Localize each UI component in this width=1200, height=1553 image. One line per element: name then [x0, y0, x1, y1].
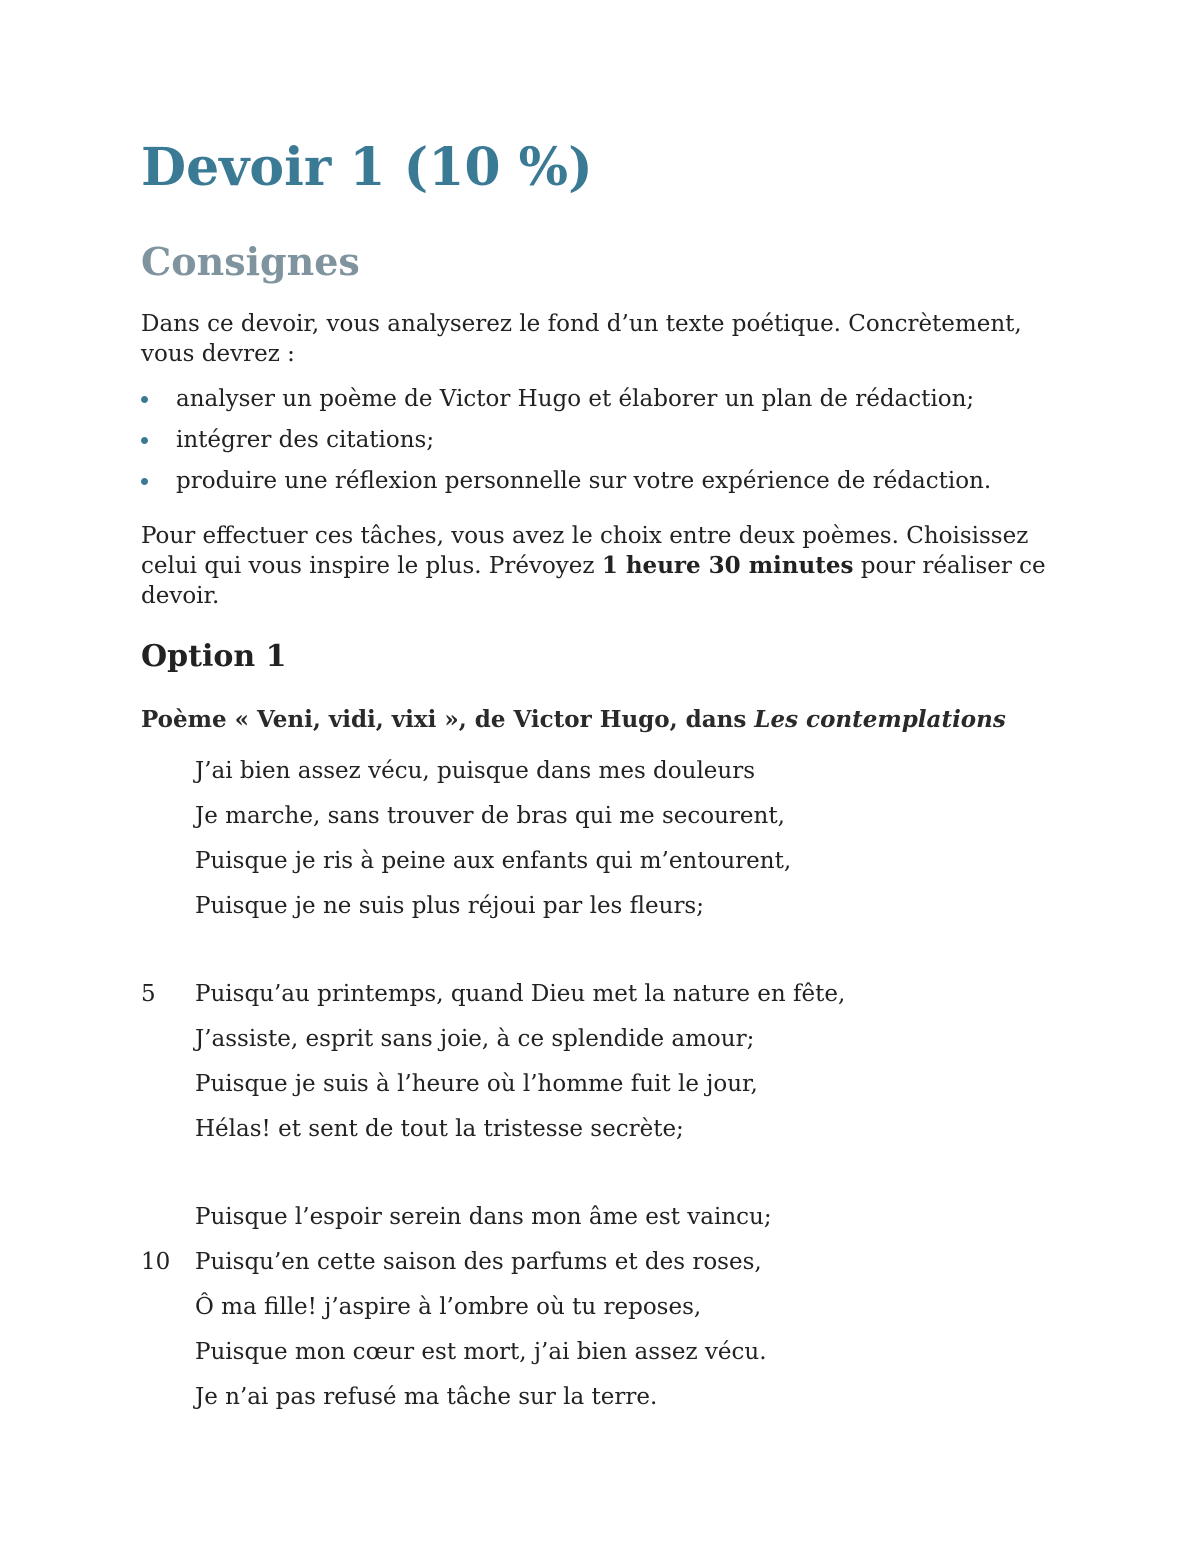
task-list	[141, 384, 991, 507]
poem-line: Puisqu’au printemps, quand Dieu met la nature en fête,	[195, 981, 846, 1007]
poem-line: Puisque l’espoir serein dans mon âme est vaincu;	[195, 1204, 772, 1230]
document-title: Devoir 1 (10 %)	[141, 137, 593, 198]
bullet-icon	[141, 396, 148, 403]
list-item	[141, 425, 991, 466]
poem-line: Puisque mon cœur est mort, j’ai bien assez vécu.	[195, 1339, 767, 1365]
poem-line: Puisqu’en cette saison des parfums et des roses,	[195, 1249, 762, 1275]
book-title: Les contemplations	[754, 706, 1006, 733]
list-item-text: intégrer des citations;	[176, 427, 435, 453]
list-item	[141, 466, 991, 507]
poem-line: Puisque je ne suis plus réjoui par les fleurs;	[195, 893, 704, 919]
verse-number: 5	[141, 981, 156, 1007]
poem-line: Hélas! et sent de tout la tristesse secrète;	[195, 1116, 684, 1142]
bullet-icon	[141, 437, 148, 444]
poem-title	[141, 705, 1006, 735]
option-heading: Option 1	[141, 639, 287, 674]
poem-line: Puisque je suis à l’heure où l’homme fuit le jour,	[195, 1071, 758, 1097]
choice-text-end: pour réaliser ce devoir.	[141, 553, 1046, 609]
bullet-icon	[141, 478, 148, 485]
poem-line: Je n’ai pas refusé ma tâche sur la terre.	[195, 1384, 658, 1410]
poem-line: J’ai bien assez vécu, puisque dans mes douleurs	[195, 758, 756, 784]
choice-text-start: Pour effectuer ces tâches, vous avez le choix entre deux poèmes. Choisissez celui qui vous inspire le plus. Prévoyez	[141, 523, 1029, 579]
list-item	[141, 384, 991, 425]
list-item-text: produire une réflexion personnelle sur votre expérience de rédaction.	[176, 468, 992, 494]
poem-line: J’assiste, esprit sans joie, à ce splendide amour;	[195, 1026, 755, 1052]
poem-line: Ô ma fille! j’aspire à l’ombre où tu reposes,	[195, 1294, 702, 1320]
choice-paragraph	[141, 521, 1061, 611]
poem-line: Puisque je ris à peine aux enfants qui m’entourent,	[195, 848, 792, 874]
duration-text: 1 heure 30 minutes	[601, 552, 854, 579]
poem-title-text: Poème « Veni, vidi, vixi », de Victor Hugo, dans	[141, 706, 755, 733]
verse-number: 10	[141, 1249, 171, 1275]
list-item-text: analyser un poème de Victor Hugo et élaborer un plan de rédaction;	[176, 386, 975, 412]
consignes-heading: Consignes	[141, 239, 360, 284]
intro-paragraph: Dans ce devoir, vous analyserez le fond d’un texte poétique. Concrètement, vous devrez :	[141, 311, 1022, 367]
poem-line: Je marche, sans trouver de bras qui me secourent,	[195, 803, 785, 829]
